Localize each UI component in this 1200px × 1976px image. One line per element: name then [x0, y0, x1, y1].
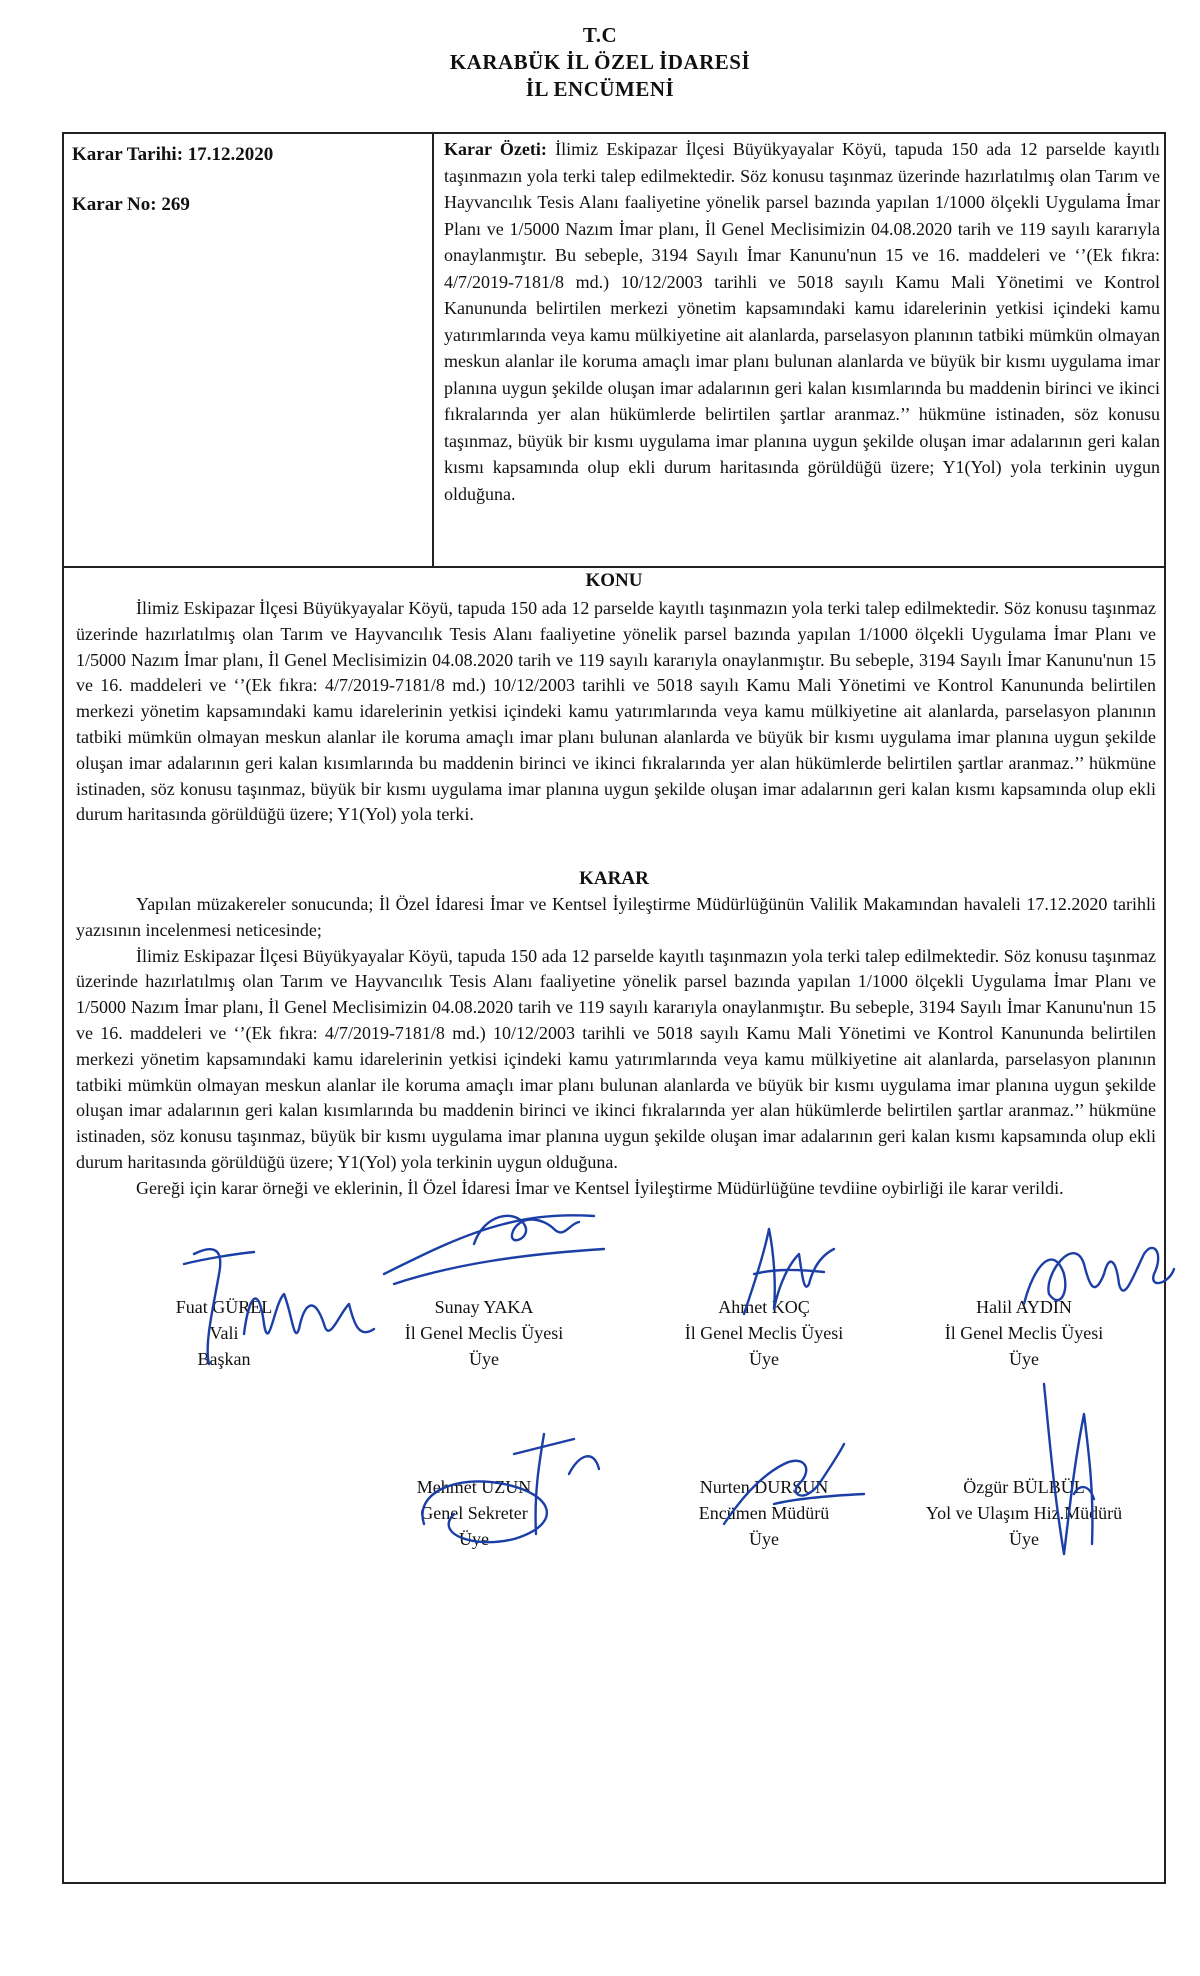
signer-role: Vali — [209, 1323, 239, 1343]
document-header — [0, 22, 1200, 103]
signature-block-secretary — [334, 1474, 614, 1552]
summary-text: İlimiz Eskipazar İlçesi Büyükyayalar Köyü, tapuda 150 ada 12 parselde kayıtlı taşınmazın yola terki talep edilmektedir. Söz konusu taşınmaz üzerinde hazırlatılmış olan Tarım ve Hayvancılık Tesis Alanı faaliyetine yönelik parsel bazında yapılan 1/1000 ölçekli Uygulama İmar Planı ve 1/5000 Nazım İmar planı, İl Genel Meclisimizin 04.08.2020 tarih ve 119 sayılı kararıyla onaylanmıştır. Bu sebeple, 3194 Sayılı İmar Kanunu'nun 15 ve 16. maddeleri ve ‘’(Ek fıkra: 4/7/2019-7181/8 md.) 10/12/2003 tarihli ve 5018 sayılı Kamu Mali Yönetimi ve Kontrol Kanununda belirtilen merkezi yönetim kapsamındaki kamu idarelerinin yetkisi içindeki kamu yatırımlarında veya kamu mülkiyetine ait alanlarda, parselasyon planının tatbiki mümkün olmayan meskun alanlar ile koruma amaçlı imar planı bulunan alanlarda ve büyük bir kısmı uygulama imar planına uygun şekilde oluşan imar adalarının geri kalan kısımlarında bu maddenin birinci ve ikinci fıkralarında yer alan hükümlerde belirtilen şartlar aranmaz.’’ hükmüne istinaden, söz konusu taşınmaz, büyük bir kısmı uygulama imar planına uygun şekilde oluşan imar adalarının geri kalan kısmı kapsamında olup ekli durum haritasında görüldüğü üzere; Y1(Yol) yola terkinin uygun olduğuna. — [444, 139, 1160, 504]
signer-role: Yol ve Ulaşım Hiz.Müdürü — [925, 1503, 1123, 1523]
decision-summary — [444, 136, 1160, 507]
signer-role: Genel Sekreter — [420, 1503, 528, 1523]
signature-block-president — [124, 1294, 324, 1372]
signer-name: Mehmet UZUN — [416, 1477, 532, 1497]
row-divider — [64, 566, 1164, 568]
signer-title: Üye — [469, 1349, 499, 1369]
karar-title: KARAR — [579, 868, 649, 889]
signer-title: Üye — [459, 1529, 489, 1549]
signer-name: Nurten DURSUN — [699, 1477, 829, 1497]
signature-block-road-director — [884, 1474, 1164, 1552]
signer-title: Üye — [1009, 1349, 1039, 1369]
decision-number: Karar No: 269 — [72, 194, 190, 215]
signer-title: Üye — [1009, 1529, 1039, 1549]
signer-role: Encümen Müdürü — [698, 1503, 830, 1523]
karar-paragraph-2: İlimiz Eskipazar İlçesi Büyükyayalar Köyü, tapuda 150 ada 12 parselde kayıtlı taşınmazın yola terki talep edilmektedir. Söz konusu taşınmaz üzerinde hazırlatılmış olan Tarım ve Hayvancılık Tesis Alanı faaliyetine yönelik parsel bazında yapılan 1/1000 ölçekli Uygulama İmar Planı ve 1/5000 Nazım İmar planı, İl Genel Meclisimizin 04.08.2020 tarih ve 119 sayılı kararıyla onaylanmıştır. Bu sebeple, 3194 Sayılı İmar Kanunu'nun 15 ve 16. maddeleri ve ‘’(Ek fıkra: 4/7/2019-7181/8 md.) 10/12/2003 tarihli ve 5018 sayılı Kamu Mali Yönetimi ve Kontrol Kanununda belirtilen merkezi yönetim kapsamındaki kamu idarelerinin yetkisi içindeki kamu yatırımlarında veya kamu mülkiyetine ait alanlarda, parselasyon planının tatbiki mümkün olmayan meskun alanlar ile koruma amaçlı imar planı bulunan alanlarda ve büyük bir kısmı uygulama imar planına uygun şekilde oluşan imar adalarının geri kalan kısımlarında bu maddenin birinci ve ikinci fıkralarında yer alan hükümlerde belirtilen şartlar aranmaz.’’ hükmüne istinaden, söz konusu taşınmaz, büyük bir kısmı uygulama imar planına uygun şekilde oluşan imar adalarının geri kalan kısmı kapsamında olup ekli durum haritasında görüldüğü üzere; Y1(Yol) yola terkinin uygun olduğuna. — [76, 945, 1156, 1172]
decision-date: Karar Tarihi: 17.12.2020 — [72, 144, 274, 165]
signature-block-member-1 — [344, 1294, 624, 1372]
summary-label: Karar Özeti: — [444, 139, 547, 159]
signature-block-member-2 — [624, 1294, 904, 1372]
konu-body — [76, 596, 1156, 828]
header-council: İL ENCÜMENİ — [525, 77, 675, 101]
signer-name: Fuat GÜREL — [175, 1297, 273, 1317]
header-tc: T.C — [582, 23, 618, 47]
karar-paragraph-3: Gereği için karar örneği ve eklerinin, İl Özel İdaresi İmar ve Kentsel İyileştirme Müdürlüğüne tevdiine oybirliği ile karar verildi. — [136, 1177, 1064, 1198]
signer-name: Özgür BÜLBÜL — [963, 1477, 1085, 1497]
meta-cell — [64, 134, 434, 568]
handwritten-signature-2 — [364, 1194, 624, 1304]
karar-paragraph-1: Yapılan müzakereler sonucunda; İl Özel İdaresi İmar ve Kentsel İyileştirme Müdürlüğünün Valilik Makamından havaleli 17.12.2020 tarihli yazısının incelenmesi neticesinde; — [76, 894, 1156, 940]
signer-name: Ahmet KOÇ — [718, 1297, 810, 1317]
header-institution: KARABÜK İL ÖZEL İDARESİ — [449, 50, 751, 74]
signature-block-council-director — [624, 1474, 904, 1552]
signer-title: Üye — [749, 1529, 779, 1549]
signer-title: Üye — [749, 1349, 779, 1369]
decision-frame — [62, 132, 1166, 1884]
konu-title: KONU — [585, 570, 643, 591]
signer-role: İl Genel Meclis Üyesi — [404, 1323, 564, 1343]
signer-name: Sunay YAKA — [434, 1297, 534, 1317]
signer-name: Halil AYDIN — [976, 1297, 1072, 1317]
signer-role: İl Genel Meclis Üyesi — [944, 1323, 1104, 1343]
karar-body — [76, 892, 1156, 1202]
signer-title: Başkan — [197, 1349, 251, 1369]
signer-role: İl Genel Meclis Üyesi — [684, 1323, 844, 1343]
signature-block-member-3 — [904, 1294, 1144, 1372]
konu-paragraph: İlimiz Eskipazar İlçesi Büyükyayalar Köyü, tapuda 150 ada 12 parselde kayıtlı taşınmazın yola terki talep edilmektedir. Söz konusu taşınmaz üzerinde hazırlatılmış olan Tarım ve Hayvancılık Tesis Alanı faaliyetine yönelik parsel bazında yapılan 1/1000 ölçekli Uygulama İmar Planı ve 1/5000 Nazım İmar planı, İl Genel Meclisimizin 04.08.2020 tarih ve 119 sayılı kararıyla onaylanmıştır. Bu sebeple, 3194 Sayılı İmar Kanunu'nun 15 ve 16. maddeleri ve ‘’(Ek fıkra: 4/7/2019-7181/8 md.) 10/12/2003 tarihli ve 5018 sayılı Kamu Mali Yönetimi ve Kontrol Kanununda belirtilen merkezi yönetim kapsamındaki kamu idarelerinin yetkisi içindeki kamu yatırımlarında veya kamu mülkiyetine ait alanlarda, parselasyon planının tatbiki mümkün olmayan meskun alanlar ile koruma amaçlı imar planı bulunan alanlarda ve büyük bir kısmı uygulama imar planına uygun şekilde oluşan imar adalarının geri kalan kısımlarında bu maddenin birinci ve ikinci fıkralarında yer alan hükümlerde belirtilen şartlar aranmaz.’’ hükmüne istinaden, söz konusu taşınmaz, büyük bir kısmı uygulama imar planına uygun şekilde oluşan imar adalarının geri kalan kısmı kapsamında olup ekli durum haritasında görüldüğü üzere; Y1(Yol) yola terki. — [76, 598, 1156, 825]
